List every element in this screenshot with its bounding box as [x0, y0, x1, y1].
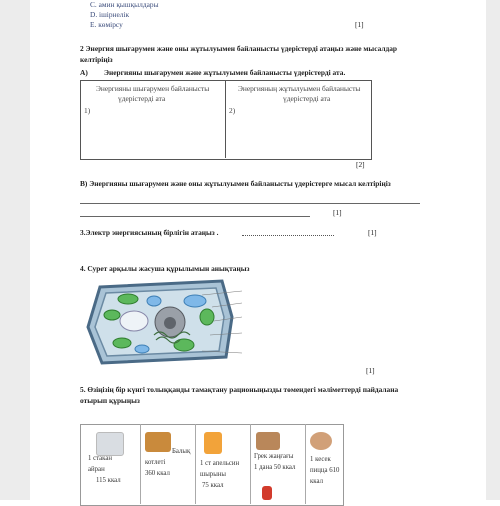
q3-answer-line[interactable]	[242, 235, 334, 236]
q2-b-answer-line2[interactable]	[80, 216, 310, 217]
chloroplast-shape	[104, 310, 120, 320]
table-col2-number: 2)	[229, 106, 236, 115]
food-4-line1: Грек жаңғағы	[254, 453, 294, 460]
q3-text: 3.Электр энергиясының бірлігін атаңыз .	[80, 228, 219, 237]
q2-title-line2: келтіріңіз	[80, 55, 113, 64]
organelle-shape	[135, 345, 149, 353]
option-e-mark: [1]	[355, 20, 364, 29]
food-divider	[250, 424, 251, 504]
q2-b-answer-line1[interactable]	[80, 203, 420, 204]
chloroplast-shape	[118, 294, 138, 304]
q3-mark: [1]	[368, 228, 377, 237]
table-col1-header-line1: Энергияны шығарумен байланысты	[96, 84, 210, 93]
chloroplast-shape	[174, 339, 194, 351]
option-e: E. көмірсу	[90, 20, 123, 29]
walnut-icon	[256, 432, 280, 450]
extra-food-icon	[262, 486, 272, 500]
q5-title-line2: отырып құрыңыз	[80, 396, 140, 405]
orange-juice-icon	[204, 432, 222, 454]
q2-b-mark: [1]	[333, 208, 342, 217]
food-2-line2: котлеті	[145, 459, 166, 466]
table-mark: [2]	[356, 160, 365, 169]
organelle-shape	[184, 295, 206, 307]
table-col2-header-line1: Энергияның жұтылуымен байланысты	[238, 84, 361, 93]
food-divider	[195, 424, 196, 504]
cutlet-icon	[145, 432, 171, 452]
glass-icon	[96, 432, 124, 456]
left-frame	[0, 0, 30, 500]
option-d: D. ішірнелік	[90, 10, 130, 19]
organelle-shape	[147, 296, 161, 306]
q4-text: 4. Сурет арқылы жасуша құрылымын анықтаңыз	[80, 264, 250, 273]
food-5-line2: пицца 610	[310, 467, 340, 474]
answer-table-divider	[225, 80, 226, 158]
food-3-line3: 75 ккал	[202, 482, 224, 489]
food-2-line1: Балық	[172, 448, 191, 455]
q2-a-text: Энергияны шығарумен және жұтылуымен байланысты үдерістерді ата.	[104, 68, 346, 77]
food-3-line2: шырыны	[200, 471, 226, 478]
pizza-icon	[310, 432, 332, 450]
food-divider	[305, 424, 306, 504]
q2-b-text: B) Энергияны шығарумен және оны жұтылуымен байланысты үдерістерге мысал келтіріңіз	[80, 179, 391, 188]
chloroplast-shape	[113, 338, 131, 348]
food-5-line1: 1 кесек	[310, 456, 331, 463]
q2-title-line1: 2 Энергия шығарумен және оны жұтылуымен байланысты үдерістерді атаңыз және мысалдар	[80, 44, 398, 53]
food-1-line3: 115 ккал	[96, 477, 121, 484]
food-4-line2: 1 дана 50 ккал	[254, 464, 296, 471]
food-5-line3: ккал	[310, 478, 323, 485]
table-col2-header-line2: үдерістерді ата	[283, 94, 331, 103]
option-c: C. амин қышқылдары	[90, 0, 159, 9]
q5-title-line1: 5. Өзіңізің бір күнгі толыққанды тамақтану рационыңызды төмендегі мәліметтерді пайдалана	[80, 385, 399, 394]
plant-cell-diagram	[82, 277, 242, 367]
food-2-line3: 360 ккал	[145, 470, 170, 477]
chloroplast-shape	[200, 309, 214, 325]
q2-a-label: A)	[80, 68, 88, 77]
vacuole-shape	[120, 311, 148, 331]
table-col1-number: 1)	[84, 106, 91, 115]
table-col1-header-line2: үдерістерді ата	[118, 94, 166, 103]
food-1-line2: айран	[88, 466, 105, 473]
food-divider	[140, 424, 141, 504]
food-3-line1: 1 ст апельсин	[200, 460, 240, 467]
food-1-line1: 1 стакан	[88, 455, 113, 462]
nucleolus-shape	[164, 317, 176, 329]
right-frame	[486, 0, 500, 500]
q4-mark: [1]	[366, 366, 375, 375]
